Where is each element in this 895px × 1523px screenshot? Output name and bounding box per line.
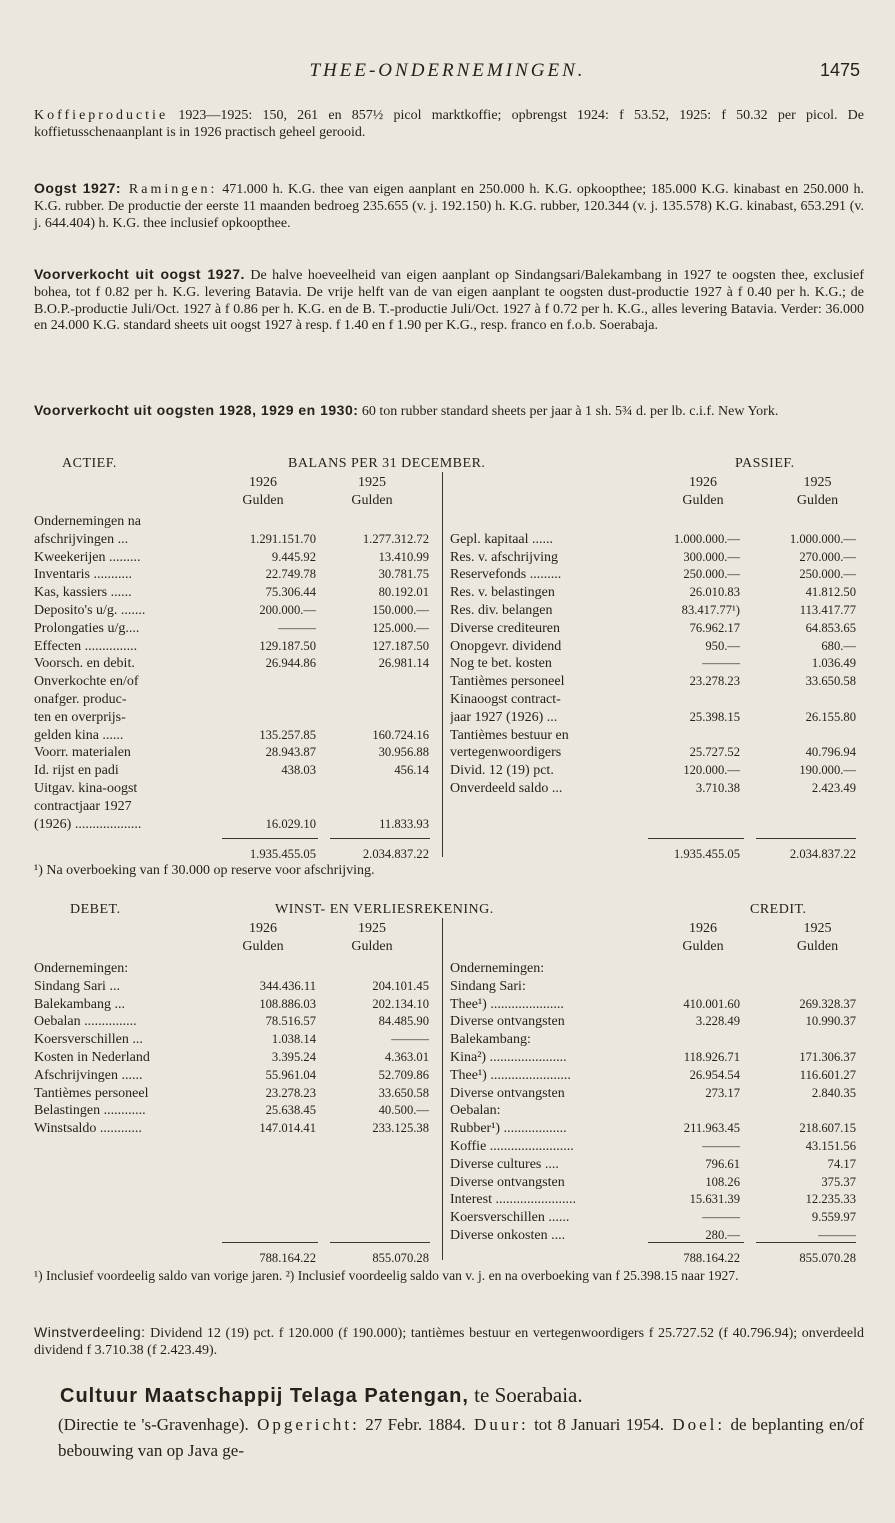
table-cell-value: ——— [391,1032,429,1047]
winst-left-1925 [322,960,429,1138]
koffie-label: Koffieproductie [34,108,169,123]
table-row-label: Divid. 12 (19) pct. [450,763,554,779]
table-cell-value: 74.17 [827,1156,856,1171]
table-cell-value: ——— [278,620,316,635]
table-row-label: Oebalan: [450,1103,501,1119]
table-cell-value [752,727,856,745]
table-row-label: Kas, kassiers ...... [34,585,132,601]
table-cell-value: 456.14 [394,763,429,778]
table-cell-value: 25.638.45 [265,1103,316,1118]
table-cell-value: 344.436.11 [259,978,316,993]
table-row-label: Res. div. belangen [450,602,553,618]
table-cell-value: 75.306.44 [265,585,316,600]
table-row-label: Koersverschillen ... [34,1032,143,1048]
table-cell-value [322,798,429,816]
table-row-label: Tantièmes personeel [450,674,565,690]
table-row-label: Diverse crediteuren [450,620,560,636]
winst-right-year-1925: 1925 Gulden [796,921,839,954]
table-row-label: Tantièmes bestuur en [450,727,569,743]
table-cell-value [752,691,856,709]
table-cell-value: 202.134.10 [372,996,429,1011]
oogst-label: Oogst 1927: [34,180,122,196]
table-cell-value: 375.37 [821,1174,856,1189]
table-cell-value: 125.000.— [372,620,429,635]
winstverdeeling-paragraph [34,1324,864,1360]
table-cell-value [214,780,316,798]
table-cell-value: 28.943.87 [265,745,316,760]
table-cell-value: 116.601.27 [799,1067,856,1082]
table-cell-value [752,978,856,996]
table-row-label: Onverkochte en/of [34,674,139,690]
table-cell-value: 135.257.85 [259,727,316,742]
table-cell-value [322,673,429,691]
table-cell-value: 26.944.86 [265,656,316,671]
table-row-label: jaar 1927 (1926) ... [450,709,558,725]
table-cell-value: 1.000.000.— [789,531,856,546]
table-cell-value: 200.000.— [259,602,316,617]
voorverkocht-1928-text: 60 ton rubber standard sheets per jaar à 1 sh. 5¾ d. per lb. c.i.f. New York. [358,404,779,419]
table-row-label: Res. v. belastingen [450,585,555,601]
winst-debet-label: DEBET. [70,902,121,917]
table-row-label: Winstsaldo ............ [34,1121,142,1137]
balans-right-total-1925: 2.034.837.22 [789,847,856,861]
table-row-label: contractjaar 1927 [34,798,132,814]
table-cell-value: 300.000.— [683,549,740,564]
table-row-label: gelden kina ...... [34,727,124,743]
table-row-label: Diverse ontvangsten [450,1014,565,1030]
table-row-label: (1926) ................... [34,816,142,832]
table-row-label: Ondernemingen: [450,961,545,976]
balans-right-1925 [752,513,856,798]
balans-right-sum-line-1926 [648,838,744,839]
winst-right-total-1925: 855.070.28 [799,1251,856,1265]
table-row-label: Nog te bet. kosten [450,656,552,672]
table-row-label: Koffie ........................ [450,1138,574,1154]
company-duur-label: Duur: [465,1415,529,1434]
winst-title: WINST- EN VERLIESREKENING. [275,902,494,917]
table-cell-value: 108.26 [705,1174,740,1189]
winst-left-year-1925: 1925 Gulden [351,921,393,954]
table-cell-value [752,960,856,978]
table-row-label: Balekambang: [450,1032,531,1048]
table-cell-value [642,960,740,978]
table-cell-value: 4.363.01 [384,1049,429,1064]
voorverkocht-1927-paragraph [34,266,864,335]
table-row-label: afschrijvingen ... [34,531,129,547]
table-row-label: Onopgevr. dividend [450,638,562,654]
koffie-text: 1923—1925: 150, 261 en 857½ picol marktkoffie; opbrengst 1924: f 53.52, 1925: f 50.32 per picol. De koffietusschenaanplant is in 1926 practisch geheel gerooid. [34,108,864,140]
winst-left-sum-line-1925 [330,1242,430,1243]
table-cell-value: 26.954.54 [689,1067,740,1082]
balans-footnote: ¹) Na overboeking van f 30.000 op reserve voor afschrijving. [34,863,375,878]
table-cell-value: 1.277.312.72 [362,531,429,546]
table-cell-value: 9.559.97 [811,1210,856,1225]
table-cell-value: 26.981.14 [378,656,429,671]
company-heading [60,1383,583,1408]
page-title: THEE-ONDERNEMINGEN. [309,60,586,81]
table-cell-value: 41.812.50 [805,585,856,600]
table-row-label [450,513,652,531]
balans-left-sum-line-1925 [330,838,430,839]
table-cell-value: ——— [702,656,740,671]
table-row-label: Ondernemingen: [34,961,129,976]
winst-credit-label: CREDIT. [750,902,807,917]
winst-right-1926 [642,960,740,1245]
table-cell-value: 76.962.17 [689,620,740,635]
table-cell-value [214,691,316,709]
company-opgericht-date: 27 Febr. 1884. [359,1415,466,1434]
table-cell-value: 233.125.38 [372,1121,429,1136]
table-cell-value: 150.000.— [372,602,429,617]
balans-right-sum-line-1925 [756,838,856,839]
winst-right-labels [450,960,652,1245]
table-cell-value: 30.956.88 [378,745,429,760]
table-row-label: Belastingen ............ [34,1103,146,1119]
table-cell-value [214,709,316,727]
winstverdeeling-text: Dividend 12 (19) pct. f 120.000 (f 190.000); tantièmes bestuur en vertegenwoordigers f 25.727.52 (f 40.796.94); onverdeeld dividend f 3.710.38 (f 2.423.49). [34,1326,864,1358]
company-name: Cultuur Maatschappij Telaga Patengan, [60,1385,469,1407]
table-row-label: Id. rijst en padi [34,763,119,779]
table-row-label: Prolongaties u/g.... [34,620,140,636]
table-row-label: Diverse ontvangsten [450,1174,565,1190]
table-cell-value: 280.— [705,1227,740,1242]
table-cell-value: 3.228.49 [695,1014,740,1029]
winst-left-sum-line-1926 [222,1242,318,1243]
table-cell-value: 40.796.94 [805,745,856,760]
table-row-label: Gepl. kapitaal ...... [450,531,554,547]
table-cell-value [214,673,316,691]
table-cell-value: 120.000.— [683,763,740,778]
table-cell-value: 80.192.01 [378,585,429,600]
winst-right-sum-line-1926 [648,1242,744,1243]
company-doel-label: Doel: [663,1415,726,1434]
winst-divider [442,918,443,1260]
table-cell-value: 218.607.15 [799,1121,856,1136]
voorverkocht-1928-paragraph [34,402,864,421]
table-row-label: Kinaoogst contract- [450,691,561,707]
balans-left-total-1925: 2.034.837.22 [362,847,429,861]
table-cell-value [642,978,740,996]
table-cell-value [642,691,740,709]
table-row-label: Afschrijvingen ...... [34,1067,143,1083]
table-row-label: Res. v. afschrijving [450,549,558,565]
table-row-label: Oebalan ............... [34,1014,137,1030]
table-cell-value: 273.17 [705,1085,740,1100]
table-cell-value: 2.423.49 [811,780,856,795]
table-row-label: Tantièmes personeel [34,1085,149,1101]
voorverkocht-1928-label: Voorverkocht uit oogsten 1928, 1929 en 1930: [34,402,359,418]
table-cell-value [642,1031,740,1049]
table-row-label: Voorsch. en debit. [34,656,135,672]
balans-passief-label: PASSIEF. [735,456,795,471]
balans-right-1926 [642,513,740,798]
table-row-label: Kweekerijen ......... [34,549,141,565]
balans-right-total-1926: 1.935.455.05 [673,847,740,861]
table-cell-value: 950.— [705,638,740,653]
table-cell-value: 40.500.— [378,1103,429,1118]
table-row-label: Effecten ............... [34,638,138,654]
table-cell-value: 147.014.41 [259,1121,316,1136]
table-row-label: Inventaris ........... [34,567,132,583]
table-cell-value: 55.961.04 [265,1067,316,1082]
table-row-label: Interest ....................... [450,1192,576,1208]
table-row-label: Balekambang ... [34,996,125,1012]
balans-left-sum-line-1926 [222,838,318,839]
table-cell-value: 438.03 [281,763,316,778]
winst-right-1925 [752,960,856,1245]
table-cell-value: 1.038.14 [271,1032,316,1047]
table-row-label: Kina²) ...................... [450,1049,567,1065]
page-number: 1475 [819,60,860,80]
table-row-label: Diverse cultures .... [450,1156,559,1172]
table-row-label: Rubber¹) .................. [450,1121,567,1137]
table-cell-value: 3.395.24 [271,1049,316,1064]
winst-footnote: ¹) Inclusief voordeelig saldo van vorige jaren. ²) Inclusief voordeelig saldo van v. j. en na overboeking van f 25.398.15 naar 1927. [34,1268,739,1283]
table-cell-value: 25.727.52 [689,745,740,760]
table-cell-value: 43.151.56 [805,1138,856,1153]
table-cell-value [322,709,429,727]
table-cell-value: 796.61 [705,1156,740,1171]
balans-right-labels [450,513,652,798]
table-cell-value: 9.445.92 [271,549,316,564]
balans-left-year-1925: 1925 Gulden [351,475,393,508]
balans-left-1926 [214,513,316,833]
table-cell-value: 108.886.03 [259,996,316,1011]
company-duur-text: tot 8 Januari 1954. [528,1415,664,1434]
table-row-label: Sindang Sari: [450,978,526,994]
winst-left-1926 [214,960,316,1138]
voorverkocht-1927-text: De halve hoeveelheid van eigen aanplant op Sindangsari/Balekambang in 1927 te oogsten thee, exclusief bohea, tot f 0.82 per h. K.G. levering Batavia. De vrije helft van de van eigen aanplant te oogsten dust-productie 1927 à f 0.40 per h. K.G.; de B.O.P.-productie Juli/Oct. 1927 à f 0.86 per h. K.G. en de B. T.-productie Juli/Oct. 1927 à f 0.72 per h. K.G., alles levering Batavia. Verder: 36.000 en 24.000 K.G. standard sheets uit oogst 1927 à resp. f 1.40 en f 1.90 per K.G., resp. franco en f.o.b. Soerabaja. [34,268,864,334]
winst-right-sum-line-1925 [756,1242,856,1243]
table-cell-value: 33.650.58 [805,674,856,689]
table-cell-value: ——— [702,1210,740,1225]
table-cell-value: 127.187.50 [372,638,429,653]
table-cell-value [752,1102,856,1120]
table-cell-value [322,513,429,531]
balans-left-total-1926: 1.935.455.05 [249,847,316,861]
table-cell-value: 12.235.33 [805,1192,856,1207]
table-cell-value [642,1102,740,1120]
table-cell-value: 410.001.60 [683,996,740,1011]
winst-right-year-1926: 1926 Gulden [682,921,724,954]
company-directie: (Directie te 's-Gravenhage). [58,1415,249,1434]
winstverdeeling-label: Winstverdeeling: [34,1324,146,1340]
table-cell-value: 10.990.37 [805,1014,856,1029]
table-cell-value: 11.833.93 [379,816,429,831]
balans-actief-label: ACTIEF. [62,456,117,471]
table-cell-value: 30.781.75 [378,567,429,582]
table-cell-value: 250.000.— [683,567,740,582]
table-cell-value: 78.516.57 [265,1014,316,1029]
table-row-label: vertegenwoordigers [450,745,562,761]
table-cell-value: 15.631.39 [689,1192,740,1207]
table-cell-value [214,513,316,531]
voorverkocht-1927-label: Voorverkocht uit oogst 1927. [34,266,245,282]
table-cell-value [214,960,316,978]
winst-left-total-1925: 855.070.28 [372,1251,429,1265]
table-cell-value: ——— [702,1138,740,1153]
company-opgericht-label: Opgericht: [248,1415,360,1434]
table-cell-value: 3.710.38 [695,780,740,795]
table-cell-value: ——— [818,1227,856,1242]
table-cell-value [642,727,740,745]
table-cell-value: 118.926.71 [683,1049,740,1064]
table-cell-value: 250.000.— [799,567,856,582]
table-cell-value [322,691,429,709]
balans-title: BALANS PER 31 DECEMBER. [288,456,486,471]
table-row-label: Ondernemingen na [34,514,141,529]
winst-left-total-1926: 788.164.22 [259,1251,316,1265]
table-row-label: Thee¹) ..................... [450,996,564,1012]
table-row-label: Reservefonds ......... [450,567,562,583]
table-cell-value: 83.417.77¹) [681,602,740,617]
table-cell-value: 22.749.78 [265,567,316,582]
balans-left-1925 [322,513,429,833]
table-row-label: Voorr. materialen [34,745,131,761]
table-row-label: Kosten in Nederland [34,1049,150,1065]
table-cell-value: 204.101.45 [372,978,429,993]
table-cell-value [322,960,429,978]
winst-left-labels [34,960,224,1138]
table-row-label: Sindang Sari ... [34,978,120,994]
table-cell-value: 1.291.151.70 [249,531,316,546]
balans-right-year-1926: 1926 Gulden [682,475,724,508]
table-row-label: onafger. produc- [34,691,127,707]
table-cell-value [322,780,429,798]
table-row-label: Deposito's u/g. ....... [34,602,146,618]
oogst-text: 471.000 h. K.G. thee van eigen aanplant en 250.000 h. K.G. opkoopthee; 185.000 K.G. kinabast en 250.000 h. K.G. rubber. De productie der eerste 11 maanden bedroeg 235.655 (v. j. 192.150) h. K.G. rubber, 120.344 (v. j. 135.578) K.G. kinabast, 653.291 (v. j. 644.404) h. K.G. thee inclusief opkoopthee. [34,182,864,231]
table-row-label: Onverdeeld saldo ... [450,780,563,796]
table-cell-value: 23.278.23 [265,1085,316,1100]
table-cell-value: 270.000.— [799,549,856,564]
table-cell-value: 23.278.23 [689,674,740,689]
table-cell-value: 33.650.58 [378,1085,429,1100]
table-cell-value: 680.— [821,638,856,653]
oogst-spaced: Ramingen: [121,182,218,197]
table-row-label: Thee¹) ....................... [450,1067,571,1083]
table-cell-value: 1.000.000.— [673,531,740,546]
table-cell-value: 113.417.77 [799,602,856,617]
table-row-label: Diverse ontvangsten [450,1085,565,1101]
balans-divider [442,472,443,857]
table-cell-value: 13.410.99 [378,549,429,564]
koffie-paragraph [34,108,864,142]
table-row-label: Uitgav. kina-oogst [34,780,138,796]
table-cell-value: 52.709.86 [378,1067,429,1082]
table-cell-value: 190.000.— [799,763,856,778]
table-cell-value: 269.328.37 [799,996,856,1011]
table-cell-value: 25.398.15 [689,709,740,724]
table-row-label: Diverse onkosten .... [450,1227,566,1243]
table-cell-value [214,798,316,816]
table-row-label: ten en overprijs- [34,709,126,725]
table-cell-value: 2.840.35 [811,1085,856,1100]
table-cell-value [752,513,856,531]
table-cell-value: 129.187.50 [259,638,316,653]
table-cell-value: 26.155.80 [805,709,856,724]
table-cell-value: 171.306.37 [799,1049,856,1064]
table-cell-value [752,1031,856,1049]
company-location: te Soerabaia. [468,1383,583,1407]
balans-left-year-1926: 1926 Gulden [242,475,284,508]
table-cell-value: 64.853.65 [805,620,856,635]
table-cell-value: 160.724.16 [372,727,429,742]
winst-right-total-1926: 788.164.22 [683,1251,740,1265]
company-details [58,1412,864,1464]
winst-left-year-1926: 1926 Gulden [242,921,284,954]
table-row-label: Koersverschillen ...... [450,1210,570,1226]
table-cell-value: 84.485.90 [378,1014,429,1029]
company-doel-text: de beplanting en/of bebouwing van op Java ge- [58,1415,864,1460]
table-cell-value: 16.029.10 [265,816,316,831]
oogst-paragraph [34,180,864,232]
table-cell-value [642,513,740,531]
balans-left-labels [34,513,224,833]
table-cell-value: 1.036.49 [811,656,856,671]
balans-right-year-1925: 1925 Gulden [796,475,839,508]
table-cell-value: 26.010.83 [689,585,740,600]
table-cell-value: 211.963.45 [683,1121,740,1136]
